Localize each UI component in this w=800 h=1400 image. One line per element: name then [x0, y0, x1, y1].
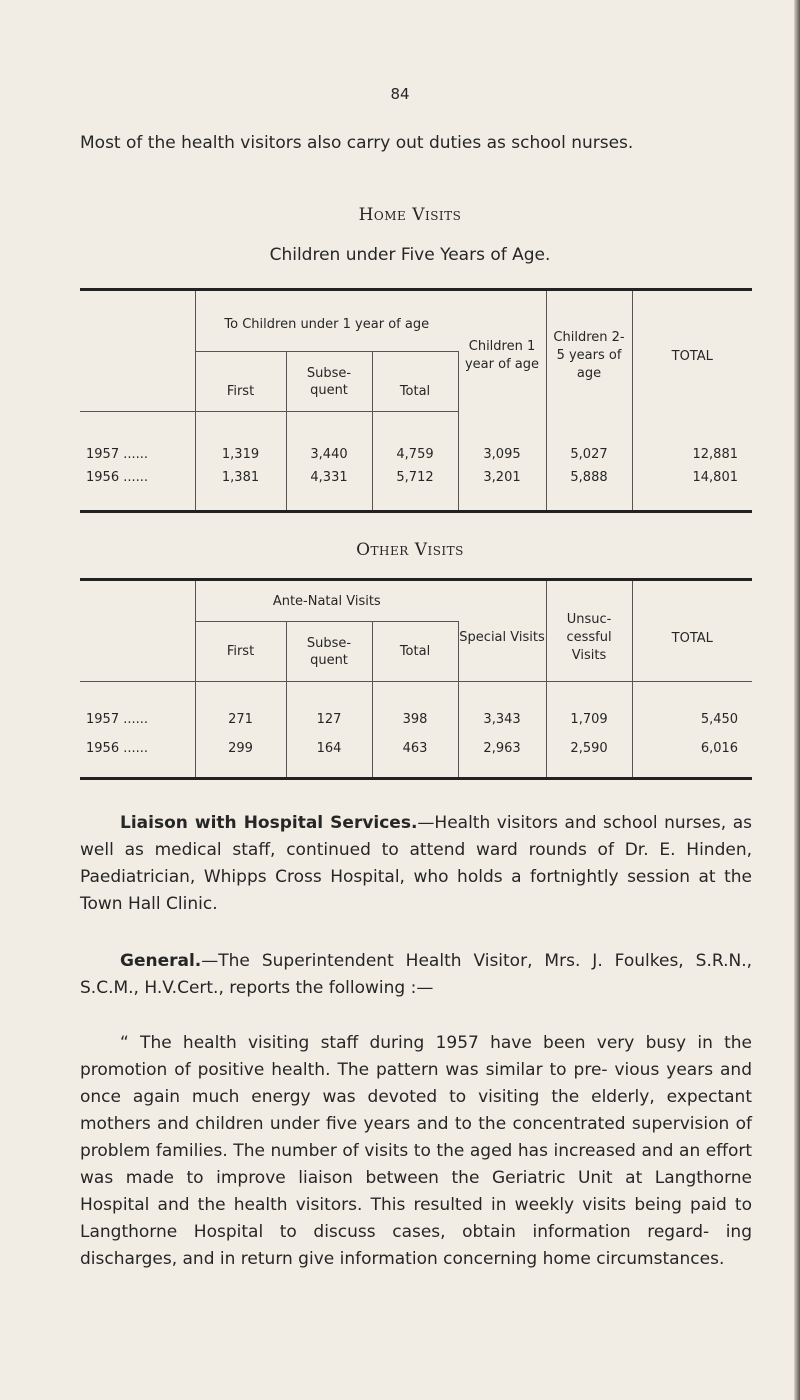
- cell-unsuccessful: 2,590: [546, 727, 632, 779]
- cell-subsequent: 3,440: [286, 412, 372, 462]
- cell-children-1yr: 3,201: [458, 462, 546, 512]
- cell-special: 2,963: [458, 727, 546, 779]
- cell-first: 271: [195, 682, 286, 727]
- table-row: [80, 727, 752, 779]
- cell-total: 398: [372, 682, 458, 727]
- general-paragraph: [80, 948, 752, 1002]
- home-visits-subtitle: Children under Five Years of Age.: [269, 245, 551, 265]
- table-row: [80, 682, 752, 727]
- header-children-2-5: Children 2-5 years of age: [546, 290, 632, 412]
- cell-subsequent: 4,331: [286, 462, 372, 512]
- liaison-text: —Health visitors and school nurses, as well as medical staff, continued to attend ward rounds of Dr. E. Hinden, Paediatrician, Whipps Cross Hospital, who holds a fortnightly session at the Town Hall Clinic.: [80, 813, 752, 914]
- other-visits-title: Other Visits: [356, 540, 464, 560]
- row-year: 1957 ......: [80, 412, 195, 462]
- home-visits-title: Home Visits: [358, 205, 462, 225]
- cell-first: 1,319: [195, 412, 286, 462]
- cell-total: 4,759: [372, 412, 458, 462]
- cell-total: 463: [372, 727, 458, 779]
- cell-children-2-5: 5,888: [546, 462, 632, 512]
- header-special: Special Visits: [458, 580, 546, 682]
- home-visits-table: [80, 288, 752, 513]
- cell-subsequent: 164: [286, 727, 372, 779]
- cell-grand-total: 14,801: [632, 462, 752, 512]
- cell-unsuccessful: 1,709: [546, 682, 632, 727]
- header-total: TOTAL: [632, 290, 752, 412]
- liaison-paragraph: [80, 810, 752, 918]
- general-text: —The Superintendent Health Visitor, Mrs. J. Foulkes, S.R.N., S.C.M., H.V.Cert., reports the following :—: [80, 951, 752, 998]
- general-heading: General.: [120, 951, 202, 971]
- cell-first: 1,381: [195, 462, 286, 512]
- cell-grand-total: 6,016: [632, 727, 752, 779]
- table-row: [80, 462, 752, 512]
- header-first: First: [195, 622, 286, 682]
- row-year: 1956 ......: [80, 462, 195, 512]
- cell-grand-total: 12,881: [692, 446, 738, 462]
- quote-paragraph: “ The health visiting staff during 1957 have been very busy in the promotion of positive health. The pattern was similar to pre- vious years and once again much energy was devoted to visiting the elderly, expectant mothers and children under five years and to the concentrated supervision of problem families. The number of visits to the aged has increased and an effort was made to improve liaison between the Geriatric Unit at Langthorne Hospital and the health visitors. This resulted in weekly visits being paid to Langthorne Hospital to discuss cases, obtain information regard- ing discharges, and in return give information concerning home circumstances.: [80, 1033, 752, 1269]
- cell-children-1yr: 3,095: [458, 412, 546, 462]
- header-first: First: [195, 352, 286, 412]
- liaison-heading: Liaison with Hospital Services.: [120, 813, 418, 833]
- row-year: 1956 ......: [80, 727, 195, 779]
- header-total-sub: Total: [372, 622, 458, 682]
- intro-paragraph: Most of the health visitors also carry out duties as school nurses.: [80, 133, 634, 153]
- header-subsequent: Subse- quent: [286, 622, 372, 682]
- header-subsequent: Subse- quent: [286, 352, 372, 412]
- cell-first: 299: [195, 727, 286, 779]
- page-number: 84: [390, 85, 410, 103]
- other-visits-table: [80, 578, 752, 780]
- cell-children-2-5: 5,027: [546, 412, 632, 462]
- table-row: [80, 412, 752, 462]
- cell-subsequent: 127: [286, 682, 372, 727]
- cell-grand-total: 5,450: [632, 682, 752, 727]
- row-year: 1957 ......: [80, 682, 195, 727]
- header-total-sub: Total: [372, 352, 458, 412]
- cell-total: 5,712: [372, 462, 458, 512]
- antenatal-group-header: Ante-Natal Visits: [195, 580, 458, 622]
- header-total: TOTAL: [632, 580, 752, 682]
- cell-special: 3,343: [458, 682, 546, 727]
- header-unsuccessful: Unsuc- cessful Visits: [546, 580, 632, 682]
- header-children-1yr: Children 1 year of age: [458, 290, 546, 412]
- home-group-header: To Children under 1 year of age: [195, 290, 458, 352]
